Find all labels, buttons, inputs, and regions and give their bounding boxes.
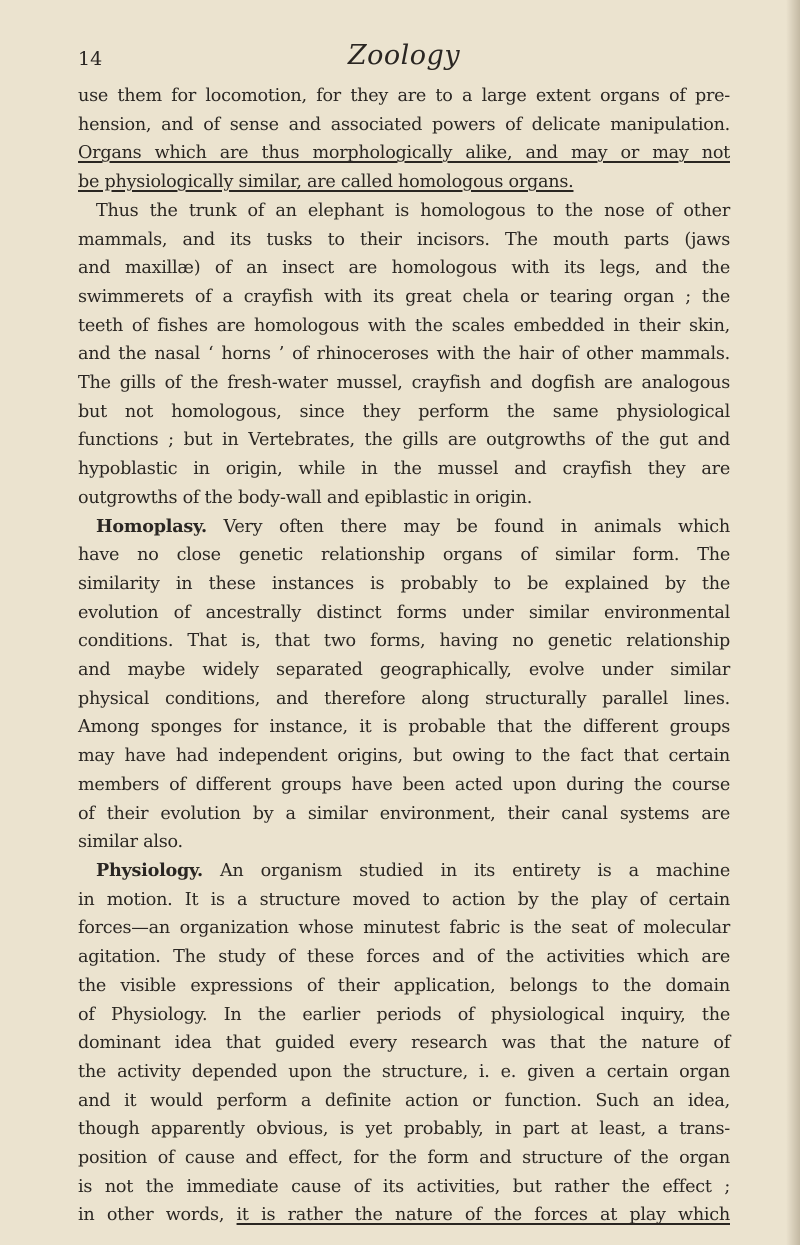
text-line: use them for locomotion, for they are to a large extent organs of pre- — [78, 86, 730, 106]
text-line: of their evolution by a similar environment, their canal systems are — [78, 803, 730, 824]
text-run: Very often there may be found in animals which — [223, 516, 730, 537]
text-line: in motion. It is a structure moved to action by the play of certain — [78, 889, 730, 910]
section-heading-physiology: Physiology. — [96, 859, 203, 881]
text-line-partially-underlined — [78, 1201, 730, 1230]
text-line: of Physiology. In the earlier periods of physiological inquiry, the — [78, 1004, 730, 1025]
text-line: similar also. — [78, 832, 183, 853]
body-text — [78, 82, 730, 1230]
text-line: may have had independent origins, but owing to the fact that certain — [78, 746, 730, 767]
text-run: in other words, — [78, 1205, 237, 1226]
text-line: evolution of ancestrally distinct forms under similar environmental — [78, 602, 730, 623]
text-line: but not homologous, since they perform the same physiological — [78, 401, 730, 422]
text-line: is not the immediate cause of its activities, but rather the effect ; — [78, 1176, 730, 1197]
text-line-underlined: Organs which are thus morphologically alike, and may or may not — [78, 143, 730, 164]
page-header — [78, 40, 730, 80]
text-line — [78, 857, 730, 886]
page-edge-shadow — [786, 0, 800, 1245]
text-line: mammals, and its tusks to their incisors. The mouth parts (jaws — [78, 229, 730, 250]
text-line: functions ; but in Vertebrates, the gills are outgrowths of the gut and — [78, 430, 730, 451]
text-line: have no close genetic relationship organs of similar form. The — [78, 545, 730, 566]
text-line: teeth of fishes are homologous with the scales embedded in their skin, — [78, 315, 730, 336]
text-line: hypoblastic in origin, while in the mussel and crayfish they are — [78, 459, 730, 480]
text-line: hension, and of sense and associated powers of delicate manipulation. — [78, 114, 730, 135]
text-line: Among sponges for instance, it is probable that the different groups — [78, 717, 730, 738]
text-line: dominant idea that guided every research was that the nature of — [78, 1033, 730, 1054]
text-line — [78, 513, 730, 542]
text-line: forces—an organization whose minutest fabric is the seat of molecular — [78, 918, 730, 939]
text-line: Thus the trunk of an elephant is homologous to the nose of other — [96, 200, 730, 221]
text-line: The gills of the fresh-water mussel, crayfish and dogfish are analogous — [78, 373, 730, 394]
text-line: the visible expressions of their application, belongs to the domain — [78, 975, 730, 996]
text-line-underlined: be physiologically similar, are called homologous organs. — [78, 172, 574, 193]
text-line: and maybe widely separated geographically, evolve under similar — [78, 660, 730, 681]
text-line: the activity depended upon the structure, i. e. given a certain organ — [78, 1061, 730, 1082]
page-number: 14 — [78, 48, 103, 70]
underlined-text-run: it is rather the nature of the forces at play which — [236, 1205, 730, 1226]
text-line: and the nasal ‘ horns ’ of rhinoceroses with the hair of other mammals. — [78, 344, 730, 365]
text-line: similarity in these instances is probably to be explained by the — [78, 573, 730, 594]
text-line: position of cause and effect, for the form and structure of the organ — [78, 1148, 730, 1169]
running-title: Zoology — [347, 40, 461, 71]
text-line: and it would perform a definite action or function. Such an idea, — [78, 1090, 730, 1111]
section-heading-homoplasy: Homoplasy. — [96, 515, 207, 537]
text-line: and maxillæ) of an insect are homologous with its legs, and the — [78, 258, 730, 279]
text-line: members of different groups have been acted upon during the course — [78, 774, 730, 795]
text-run: An organism studied in its entirety is a machine — [219, 860, 730, 881]
text-line: physical conditions, and therefore along structurally parallel lines. — [78, 688, 730, 709]
text-line: though apparently obvious, is yet probably, in part at least, a trans- — [78, 1119, 730, 1140]
text-line: conditions. That is, that two forms, having no genetic relationship — [78, 631, 730, 652]
text-line: swimmerets of a crayfish with its great chela or tearing organ ; the — [78, 286, 730, 307]
text-line: outgrowths of the body-wall and epiblastic in origin. — [78, 487, 533, 508]
text-line: agitation. The study of these forces and of the activities which are — [78, 947, 730, 968]
